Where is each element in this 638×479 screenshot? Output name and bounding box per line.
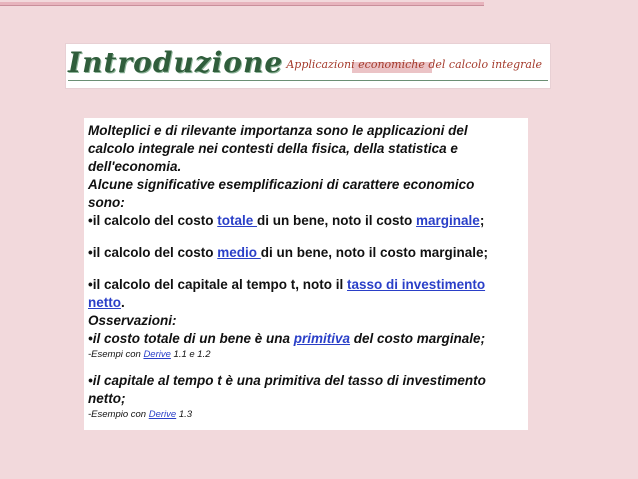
- bullet-text: •il calcolo del costo: [88, 213, 218, 228]
- observation-2-line-1: •il capitale al tempo t è una primitiva del tasso di investimento: [88, 373, 486, 388]
- intro-line-4: Alcune significative esemplificazioni di carattere economico: [88, 177, 475, 192]
- link-tasso-investimento[interactable]: tasso di investimento: [347, 277, 486, 292]
- link-derive-2[interactable]: Derive: [148, 409, 177, 420]
- bullet-costo-totale: [88, 212, 522, 230]
- observation-text: del costo marginale;: [350, 331, 486, 346]
- example-text: -Esempio con: [88, 409, 149, 420]
- bullet-text: .: [121, 295, 125, 310]
- intro-line-1: Molteplici e di rilevante importanza sono le applicazioni del: [88, 123, 468, 138]
- bullet-text: •il calcolo del capitale al tempo t, noto il: [88, 277, 348, 292]
- page-subtitle: Applicazioni economiche del calcolo integrale: [286, 58, 542, 71]
- top-divider: [0, 2, 484, 6]
- example-text: -Esempi con: [88, 349, 144, 360]
- observation-1: [88, 330, 522, 348]
- content-box: [84, 118, 528, 430]
- example-text: 1.3: [176, 409, 193, 420]
- bullet-text: ;: [479, 213, 485, 228]
- bullet-costo-medio: [88, 244, 522, 262]
- link-derive-1[interactable]: Derive: [143, 349, 171, 360]
- intro-line-2: calcolo integrale nei contesti della fisica, della statistica e: [88, 141, 458, 156]
- page-title: Introduzione: [68, 46, 284, 79]
- link-medio[interactable]: medio: [217, 245, 261, 260]
- banner-underline: [68, 80, 548, 81]
- link-netto[interactable]: netto: [88, 295, 121, 310]
- intro-line-3: dell'economia.: [88, 159, 182, 174]
- link-primitiva[interactable]: primitiva: [293, 331, 351, 346]
- bullet-text: di un bene, noto il costo: [257, 213, 417, 228]
- observation-2-line-2: netto;: [88, 391, 126, 406]
- intro-line-5: sono:: [88, 195, 125, 210]
- link-totale[interactable]: totale: [217, 213, 258, 228]
- osservazioni-heading: Osservazioni:: [88, 313, 177, 328]
- link-marginale[interactable]: marginale: [416, 213, 480, 228]
- observation-text: •il costo totale di un bene è una: [88, 331, 294, 346]
- example-2: [88, 408, 522, 422]
- header-banner: [66, 44, 550, 88]
- bullet-text: di un bene, noto il costo marginale;: [260, 245, 489, 260]
- bullet-text: •il calcolo del costo: [88, 245, 218, 260]
- example-text: 1.1 e 1.2: [170, 349, 211, 360]
- example-1: [88, 348, 522, 362]
- bullet-capitale: [88, 276, 522, 312]
